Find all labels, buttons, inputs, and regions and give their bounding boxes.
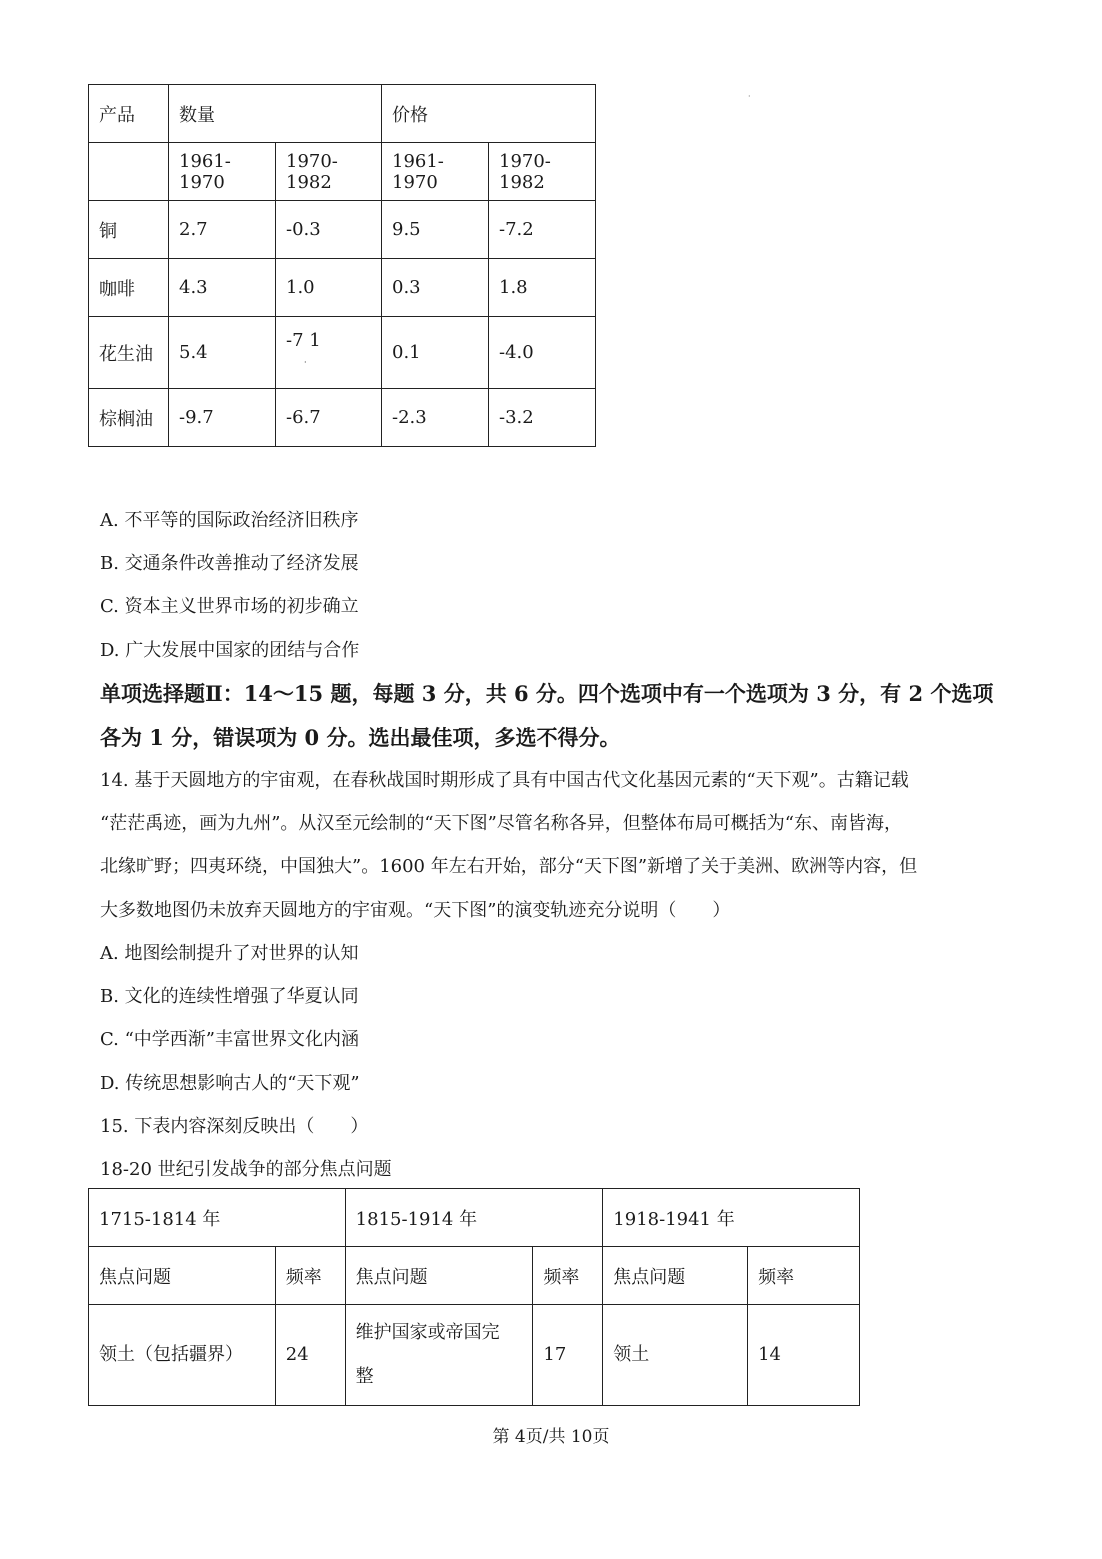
issue-cell: 领土	[603, 1305, 748, 1406]
value-cell: 1.0	[276, 259, 382, 317]
page-footer: 第 4页/共 10页	[492, 1427, 610, 1447]
issue-header: 焦点问题	[603, 1247, 748, 1305]
period-cell: 1970-1982	[276, 143, 382, 201]
q14-stem-line: “茫茫禹迹，画为九州”。从汉至元绘制的“天下图”尽管名称各异，但整体布局可概括为“东、南皆海，	[100, 813, 903, 834]
product-name: 咖啡	[89, 259, 169, 317]
value-text: -7 1	[286, 330, 321, 351]
q14-stem-line: 北缘旷野；四夷环绕，中国独大”。1600 年左右开始，部分“天下图”新增了关于美洲、欧洲等内容，但	[100, 856, 918, 877]
header-price: 价格	[382, 85, 596, 143]
issue-text: 维护国家或帝国完	[355, 1322, 500, 1343]
q14-option-b: B. 文化的连续性增强了华夏认同	[100, 986, 359, 1007]
product-name: 棕榈油	[89, 389, 169, 447]
product-name: 铜	[89, 201, 169, 259]
header-product: 产品	[89, 85, 169, 143]
period-cell: 1961-1970	[169, 143, 276, 201]
table-row	[89, 389, 596, 447]
q14-option-a: A. 地图绘制提升了对世界的认知	[100, 943, 359, 964]
freq-cell: 24	[275, 1305, 345, 1406]
value-cell: -9.7	[169, 389, 276, 447]
table-row	[89, 143, 596, 201]
value-cell: 2.7	[169, 201, 276, 259]
empty-cell	[89, 143, 169, 201]
war-issues-table	[88, 1188, 860, 1406]
period-cell: 1970-1982	[489, 143, 596, 201]
value-cell: 0.3	[382, 259, 489, 317]
q14-stem-line: 14. 基于天圆地方的宇宙观，在春秋战国时期形成了具有中国古代文化基因元素的“天下观”。古籍记载	[100, 770, 909, 791]
freq-cell: 14	[748, 1305, 860, 1406]
section-heading-line1: 单项选择题Ⅱ：14～15 题，每题 3 分，共 6 分。四个选项中有一个选项为 3 分，有 2 个选项	[100, 681, 994, 706]
value-cell: 0.1	[382, 317, 489, 389]
table-row	[89, 201, 596, 259]
freq-header: 频率	[275, 1247, 345, 1305]
product-name: 花生油	[89, 317, 169, 389]
value-cell: 5.4	[169, 317, 276, 389]
value-cell: -4.0	[489, 317, 596, 389]
table-row	[89, 317, 596, 389]
value-cell: -2.3	[382, 389, 489, 447]
header-quantity: 数量	[169, 85, 382, 143]
issue-cell: 领土（包括疆界）	[89, 1305, 276, 1406]
value-cell: -3.2	[489, 389, 596, 447]
q14-option-d: D. 传统思想影响古人的“天下观”	[100, 1073, 360, 1094]
q14-option-c: C. “中学西渐”丰富世界文化内涵	[100, 1029, 359, 1050]
value-cell	[276, 317, 382, 389]
q15-table-caption: 18-20 世纪引发战争的部分焦点问题	[100, 1159, 392, 1180]
commodity-table	[88, 84, 596, 447]
q13-option-a: A. 不平等的国际政治经济旧秩序	[100, 510, 359, 531]
q13-option-d: D. 广大发展中国家的团结与合作	[100, 640, 360, 661]
q13-option-b: B. 交通条件改善推动了经济发展	[100, 553, 359, 574]
issue-header: 焦点问题	[89, 1247, 276, 1305]
period-header: 1715-1814 年	[89, 1189, 346, 1247]
freq-header: 频率	[533, 1247, 603, 1305]
period-header: 1918-1941 年	[603, 1189, 860, 1247]
section-heading-line2: 各为 1 分，错误项为 0 分。选出最佳项，多选不得分。	[100, 725, 621, 750]
table-row	[89, 259, 596, 317]
table-row	[89, 1247, 860, 1305]
stray-dot: ·	[748, 92, 751, 101]
value-cell: -0.3	[276, 201, 382, 259]
freq-header: 频率	[748, 1247, 860, 1305]
period-cell: 1961-1970	[382, 143, 489, 201]
issue-cell	[345, 1305, 533, 1406]
value-cell: 1.8	[489, 259, 596, 317]
value-cell: -6.7	[276, 389, 382, 447]
issue-text: 整	[355, 1366, 374, 1387]
value-cell: 9.5	[382, 201, 489, 259]
table-row	[89, 85, 596, 143]
q14-stem-line: 大多数地图仍未放弃天圆地方的宇宙观。“天下图”的演变轨迹充分说明（ ）	[100, 900, 731, 921]
q13-option-c: C. 资本主义世界市场的初步确立	[100, 596, 359, 617]
value-cell: 4.3	[169, 259, 276, 317]
issue-header: 焦点问题	[345, 1247, 533, 1305]
stray-dot: ·	[304, 358, 307, 367]
value-cell: -7.2	[489, 201, 596, 259]
period-header: 1815-1914 年	[345, 1189, 603, 1247]
freq-cell: 17	[533, 1305, 603, 1406]
table-row	[89, 1189, 860, 1247]
table-row	[89, 1305, 860, 1406]
q15-stem: 15. 下表内容深刻反映出（ ）	[100, 1116, 369, 1137]
